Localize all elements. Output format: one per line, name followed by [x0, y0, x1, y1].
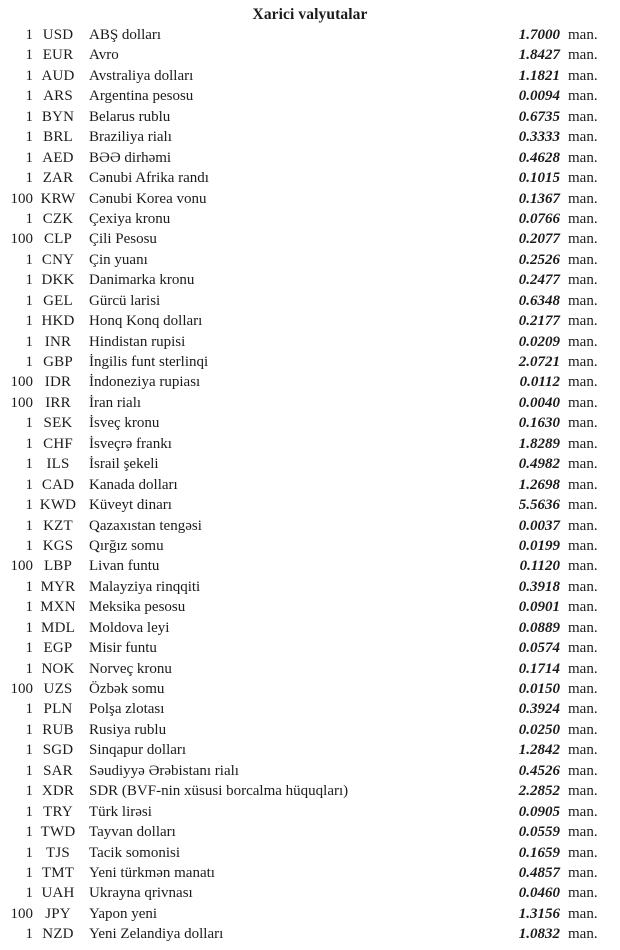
- unit-label: man.: [568, 27, 598, 43]
- unit-label: man.: [568, 149, 598, 166]
- currency-row: [0, 250, 620, 270]
- currency-code: BYN: [41, 108, 75, 125]
- currency-name: İsveç kronu: [89, 415, 160, 432]
- currency-row: [0, 413, 620, 433]
- unit-label: man.: [568, 129, 598, 146]
- unit-label: man.: [568, 558, 598, 575]
- exchange-rate: 1.7000: [518, 27, 560, 43]
- unit-label: man.: [568, 67, 598, 84]
- currency-row: [0, 291, 620, 311]
- unit-label: man.: [568, 762, 598, 779]
- currency-code: PLN: [43, 701, 73, 718]
- currency-code: XDR: [41, 783, 75, 800]
- currency-quantity: 1: [25, 435, 33, 452]
- currency-row: [0, 148, 620, 168]
- currency-name: Səudiyyə Ərəbistanı rialı: [89, 762, 239, 779]
- currency-quantity: 1: [25, 701, 33, 718]
- currency-row: [0, 761, 620, 781]
- currency-name: Yeni Zelandiya dolları: [89, 926, 224, 943]
- exchange-rate: 1.1821: [518, 67, 560, 84]
- currency-quantity: 1: [25, 885, 33, 902]
- currency-name: İngilis funt sterlinqi: [89, 354, 209, 370]
- currency-name: Belarus rublu: [89, 108, 171, 125]
- exchange-rate: 0.0905: [518, 803, 560, 820]
- currency-row: [0, 127, 620, 147]
- currency-name: İran rialı: [89, 394, 142, 411]
- unit-label: man.: [568, 415, 598, 432]
- currency-row: [0, 25, 620, 45]
- currency-quantity: 1: [25, 149, 33, 166]
- currency-quantity: 100: [10, 374, 33, 391]
- currency-name: Tacik somonisi: [89, 844, 181, 861]
- currency-row: [0, 311, 620, 331]
- unit-label: man.: [568, 517, 598, 534]
- currency-quantity: 1: [25, 210, 33, 227]
- currency-row: [0, 332, 620, 352]
- currency-row: [0, 618, 620, 638]
- currency-name: Meksika pesosu: [89, 599, 186, 616]
- exchange-rate: 0.2177: [518, 313, 560, 330]
- unit-label: man.: [568, 619, 598, 636]
- unit-label: man.: [568, 292, 598, 309]
- unit-label: man.: [568, 497, 598, 514]
- currency-row: [0, 45, 620, 65]
- currency-code: UZS: [43, 681, 73, 697]
- currency-quantity: 1: [25, 783, 33, 800]
- unit-label: man.: [568, 354, 598, 370]
- currency-quantity: 1: [25, 599, 33, 616]
- currency-quantity: 1: [25, 640, 33, 657]
- currency-quantity: 1: [25, 88, 33, 105]
- unit-label: man.: [568, 456, 598, 473]
- currency-quantity: 100: [10, 681, 33, 697]
- currency-row: [0, 924, 620, 944]
- currency-name: Ukrayna qrivnası: [89, 885, 193, 902]
- currency-name: Yapon yeni: [89, 905, 158, 922]
- currency-code: TWD: [40, 824, 76, 841]
- currency-row: [0, 679, 620, 699]
- exchange-rate: 0.4857: [518, 864, 560, 881]
- currency-code: SGD: [42, 742, 74, 759]
- currency-name: Norveç kronu: [89, 660, 172, 677]
- unit-label: man.: [568, 824, 598, 841]
- currency-row: [0, 475, 620, 495]
- unit-label: man.: [568, 88, 598, 105]
- currency-quantity: 1: [25, 292, 33, 309]
- currency-code: KWD: [39, 497, 77, 514]
- currency-row: [0, 270, 620, 290]
- exchange-rate: 0.4526: [518, 762, 560, 779]
- currency-row: [0, 536, 620, 556]
- unit-label: man.: [568, 537, 598, 554]
- exchange-rate: 0.0040: [518, 394, 560, 411]
- currency-name: SDR (BVF-nin xüsusi borcalma hüquqları): [89, 783, 349, 800]
- exchange-rate: 0.3924: [518, 701, 560, 718]
- unit-label: man.: [568, 803, 598, 820]
- currency-row: [0, 720, 620, 740]
- currency-code: KGS: [42, 537, 74, 554]
- unit-label: man.: [568, 599, 598, 616]
- currency-name: Polşa zlotası: [89, 701, 165, 718]
- exchange-rate: 0.3333: [518, 129, 560, 146]
- currency-quantity: 100: [10, 190, 33, 207]
- exchange-rate: 0.0250: [518, 721, 560, 738]
- unit-label: man.: [568, 374, 598, 391]
- currency-code: GEL: [43, 292, 73, 309]
- currency-name: Hindistan rupisi: [89, 333, 186, 350]
- exchange-rate: 0.0766: [518, 210, 560, 227]
- currency-name: Argentina pesosu: [89, 88, 194, 105]
- unit-label: man.: [568, 210, 598, 227]
- currency-code: ARS: [43, 88, 73, 105]
- currency-row: [0, 883, 620, 903]
- currency-quantity: 1: [25, 415, 33, 432]
- currency-code: NZD: [42, 926, 74, 943]
- currency-quantity: 1: [25, 803, 33, 820]
- unit-label: man.: [568, 844, 598, 861]
- currency-code: NOK: [41, 660, 75, 677]
- currency-name: Çin yuanı: [89, 251, 148, 268]
- exchange-rate: 0.0209: [518, 333, 560, 350]
- currency-quantity: 1: [25, 251, 33, 268]
- currency-name: ABŞ dolları: [89, 27, 162, 43]
- currency-row: [0, 229, 620, 249]
- currency-code: GBP: [43, 354, 73, 370]
- exchange-rate: 0.0889: [518, 619, 560, 636]
- unit-label: man.: [568, 190, 598, 207]
- currency-code: CAD: [41, 476, 75, 493]
- exchange-rate: 0.1367: [518, 190, 560, 207]
- currency-code: EUR: [42, 47, 74, 64]
- currency-code: KZT: [43, 517, 73, 534]
- currency-row: [0, 495, 620, 515]
- currency-name: Honq Konq dolları: [89, 313, 203, 330]
- page-title: Xarici valyutalar: [252, 6, 368, 23]
- exchange-rate: 1.0832: [518, 926, 560, 943]
- exchange-rate: 0.2526: [518, 251, 560, 268]
- exchange-rate: 0.6348: [518, 292, 560, 309]
- currency-code: AUD: [41, 67, 75, 84]
- unit-label: man.: [568, 660, 598, 677]
- currency-name: Çexiya kronu: [89, 210, 171, 227]
- currency-name: Moldova leyi: [89, 619, 170, 636]
- currency-quantity: 1: [25, 660, 33, 677]
- unit-label: man.: [568, 885, 598, 902]
- exchange-rate: 2.0721: [518, 354, 560, 370]
- currency-code: CNY: [41, 251, 75, 268]
- currency-code: KRW: [40, 190, 76, 207]
- exchange-rate: 5.5636: [518, 497, 560, 514]
- exchange-rate: 0.0199: [518, 537, 560, 554]
- unit-label: man.: [568, 108, 598, 125]
- unit-label: man.: [568, 333, 598, 350]
- currency-name: Braziliya rialı: [89, 129, 172, 146]
- currency-code: IDR: [44, 374, 72, 391]
- exchange-rate: 0.0112: [519, 374, 560, 391]
- unit-label: man.: [568, 721, 598, 738]
- currency-quantity: 1: [25, 129, 33, 146]
- currency-quantity: 1: [25, 170, 33, 187]
- currency-name: Kanada dolları: [89, 476, 178, 493]
- currency-name: BƏƏ dirhəmi: [89, 149, 172, 166]
- currency-row: [0, 454, 620, 474]
- currency-quantity: 1: [25, 354, 33, 370]
- currency-row: [0, 781, 620, 801]
- unit-label: man.: [568, 170, 598, 187]
- currency-quantity: 1: [25, 537, 33, 554]
- currency-quantity: 100: [10, 394, 33, 411]
- exchange-rate: 0.0094: [518, 88, 560, 105]
- currency-name: Malayziya rinqqiti: [89, 578, 201, 595]
- currency-code: MXN: [40, 599, 76, 616]
- currency-quantity: 1: [25, 619, 33, 636]
- currency-code: MDL: [41, 619, 75, 636]
- currency-row: [0, 107, 620, 127]
- unit-label: man.: [568, 905, 598, 922]
- currency-code: SAR: [43, 762, 73, 779]
- currency-code: AED: [42, 149, 74, 166]
- currency-name: Yeni türkmən manatı: [89, 864, 215, 881]
- currency-code: CHF: [43, 435, 73, 452]
- currency-quantity: 100: [10, 558, 33, 575]
- currency-row: [0, 843, 620, 863]
- currency-code: MYR: [40, 578, 76, 595]
- currency-quantity: 1: [25, 517, 33, 534]
- currency-name: Livan funtu: [89, 558, 160, 575]
- currency-row: [0, 209, 620, 229]
- currency-name: İndoneziya rupiası: [89, 374, 201, 391]
- unit-label: man.: [568, 394, 598, 411]
- currency-name: Sinqapur dolları: [89, 742, 187, 759]
- currency-row: [0, 659, 620, 679]
- currency-quantity: 1: [25, 47, 33, 64]
- currency-row: [0, 822, 620, 842]
- currency-row: [0, 189, 620, 209]
- exchange-rate: 0.2477: [518, 272, 560, 289]
- currency-quantity: 1: [25, 456, 33, 473]
- exchange-rate: 1.8427: [518, 47, 560, 64]
- currency-code: SEK: [43, 415, 73, 432]
- currency-name: İsveçrə frankı: [89, 435, 172, 452]
- currency-code: ILS: [46, 456, 70, 473]
- exchange-rate: 0.3918: [518, 578, 560, 595]
- currency-name: Çili Pesosu: [89, 231, 157, 248]
- currency-code: LBP: [43, 558, 73, 575]
- currency-row: [0, 66, 620, 86]
- exchange-rate: 0.1630: [518, 415, 560, 432]
- currency-row: [0, 434, 620, 454]
- currency-name: Cənubi Korea vonu: [89, 190, 207, 207]
- unit-label: man.: [568, 435, 598, 452]
- currency-name: Türk lirəsi: [89, 803, 152, 820]
- currency-row: [0, 556, 620, 576]
- exchange-rate: 0.0574: [518, 640, 560, 657]
- exchange-rate: 1.3156: [518, 905, 560, 922]
- currency-name: Qırğız somu: [89, 537, 164, 554]
- currency-row: [0, 597, 620, 617]
- exchange-rate: 0.4628: [518, 149, 560, 166]
- exchange-rate: 0.0559: [518, 824, 560, 841]
- currency-row: [0, 168, 620, 188]
- currency-quantity: 1: [25, 67, 33, 84]
- currency-code: RUB: [42, 721, 74, 738]
- currency-quantity: 1: [25, 108, 33, 125]
- unit-label: man.: [568, 783, 598, 800]
- exchange-rate: 0.1120: [519, 558, 560, 575]
- unit-label: man.: [568, 47, 598, 64]
- currency-quantity: 1: [25, 313, 33, 330]
- currency-row: [0, 372, 620, 392]
- unit-label: man.: [568, 476, 598, 493]
- currency-quantity: 100: [10, 231, 33, 248]
- currency-name: Cənubi Afrika randı: [89, 170, 209, 187]
- currency-quantity: 1: [25, 476, 33, 493]
- currency-code: DKK: [41, 272, 75, 289]
- currency-code: HKD: [41, 313, 75, 330]
- exchange-rate: 2.2852: [518, 783, 560, 800]
- unit-label: man.: [568, 681, 598, 697]
- currency-code: JPY: [45, 905, 71, 922]
- currency-name: Küveyt dinarı: [89, 497, 172, 514]
- currency-quantity: 1: [25, 926, 33, 943]
- unit-label: man.: [568, 272, 598, 289]
- exchange-rate: 0.1659: [518, 844, 560, 861]
- currency-code: CLP: [43, 231, 73, 248]
- exchange-rate: 0.1015: [518, 170, 560, 187]
- exchange-rate: 0.0037: [518, 517, 560, 534]
- currency-code: IRR: [45, 394, 71, 411]
- currency-name: Avstraliya dolları: [89, 67, 194, 84]
- currency-code: BRL: [43, 129, 73, 146]
- currency-row: [0, 638, 620, 658]
- currency-code: TRY: [43, 803, 73, 820]
- currency-row: [0, 577, 620, 597]
- currency-quantity: 1: [25, 864, 33, 881]
- currency-quantity: 1: [25, 742, 33, 759]
- currency-code: TMT: [41, 864, 75, 881]
- currency-code: INR: [44, 333, 72, 350]
- exchange-rate: 1.2698: [518, 476, 560, 493]
- currency-row: [0, 516, 620, 536]
- exchange-rate: 0.1714: [518, 660, 560, 677]
- currency-quantity: 1: [25, 824, 33, 841]
- exchange-rate: 0.2077: [518, 231, 560, 248]
- currency-code: USD: [42, 27, 74, 43]
- currency-name: Misir funtu: [89, 640, 157, 657]
- currency-row: [0, 863, 620, 883]
- unit-label: man.: [568, 640, 598, 657]
- currency-row: [0, 904, 620, 924]
- currency-quantity: 1: [25, 272, 33, 289]
- currency-row: [0, 699, 620, 719]
- currency-name: Özbək somu: [89, 681, 165, 697]
- unit-label: man.: [568, 313, 598, 330]
- unit-label: man.: [568, 701, 598, 718]
- currency-code: EGP: [43, 640, 73, 657]
- currency-name: İsrail şekeli: [89, 456, 159, 473]
- currency-name: Avro: [89, 47, 119, 64]
- currency-quantity: 1: [25, 333, 33, 350]
- currency-quantity: 1: [25, 497, 33, 514]
- exchange-rate: 0.6735: [518, 108, 560, 125]
- currency-quantity: 1: [25, 578, 33, 595]
- currency-name: Rusiya rublu: [89, 721, 167, 738]
- currency-rates-table: [0, 25, 620, 945]
- currency-name: Tayvan dolları: [89, 824, 176, 841]
- unit-label: man.: [568, 578, 598, 595]
- currency-row: [0, 86, 620, 106]
- unit-label: man.: [568, 231, 598, 248]
- currency-code: TJS: [46, 844, 70, 861]
- currency-code: ZAR: [42, 170, 74, 187]
- exchange-rate: 0.4982: [518, 456, 560, 473]
- unit-label: man.: [568, 864, 598, 881]
- currency-quantity: 1: [25, 27, 33, 43]
- currency-name: Qazaxıstan tengəsi: [89, 517, 202, 534]
- exchange-rate: 1.2842: [518, 742, 560, 759]
- currency-quantity: 1: [25, 721, 33, 738]
- unit-label: man.: [568, 926, 598, 943]
- exchange-rate: 0.0901: [518, 599, 560, 616]
- currency-row: [0, 352, 620, 372]
- exchange-rate: 1.8289: [518, 435, 560, 452]
- unit-label: man.: [568, 251, 598, 268]
- currency-name: Danimarka kronu: [89, 272, 195, 289]
- currency-name: Gürcü larisi: [89, 292, 161, 309]
- currency-quantity: 1: [25, 844, 33, 861]
- exchange-rate: 0.0460: [518, 885, 560, 902]
- currency-quantity: 1: [25, 762, 33, 779]
- exchange-rate: 0.0150: [518, 681, 560, 697]
- currency-code: UAH: [41, 885, 75, 902]
- currency-row: [0, 393, 620, 413]
- currency-code: CZK: [42, 210, 74, 227]
- currency-quantity: 100: [10, 905, 33, 922]
- currency-row: [0, 740, 620, 760]
- unit-label: man.: [568, 742, 598, 759]
- currency-row: [0, 802, 620, 822]
